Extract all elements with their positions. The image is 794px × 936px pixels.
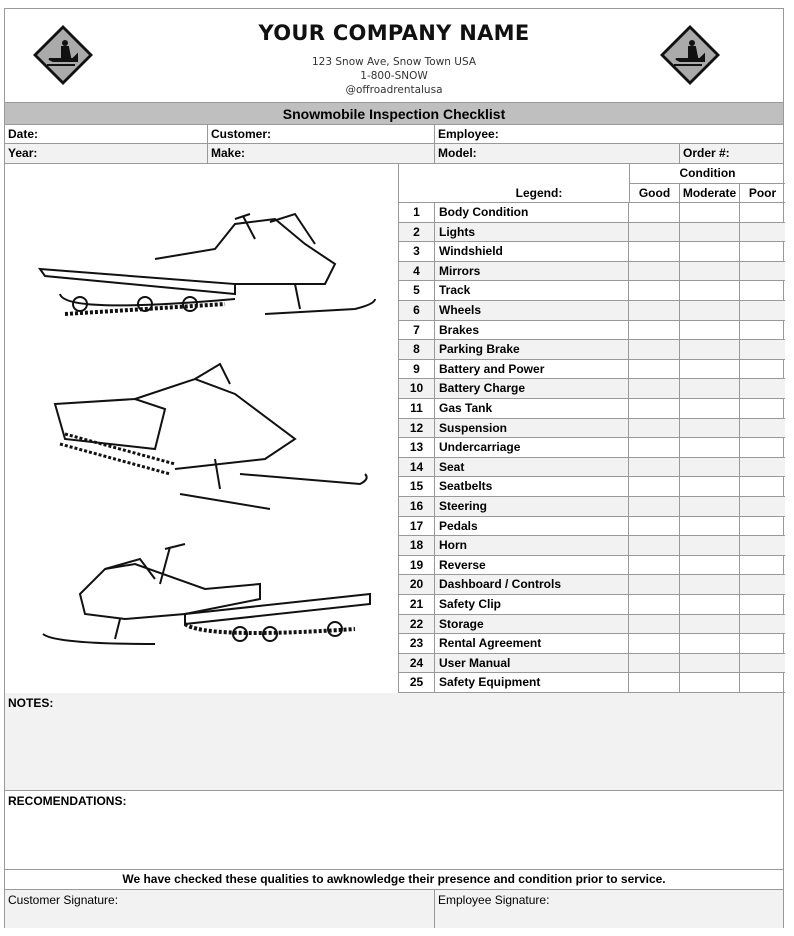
poor-checkbox[interactable] — [740, 595, 785, 614]
row-number: 24 — [399, 654, 435, 673]
poor-checkbox[interactable] — [740, 223, 785, 242]
notes-field[interactable] — [5, 693, 783, 791]
row-number: 21 — [399, 595, 435, 614]
row-number: 8 — [399, 340, 435, 359]
poor-checkbox[interactable] — [740, 673, 785, 692]
poor-checkbox[interactable] — [740, 654, 785, 673]
checklist-row — [399, 301, 785, 321]
row-number: 16 — [399, 497, 435, 516]
good-checkbox[interactable] — [629, 321, 680, 340]
good-checkbox[interactable] — [629, 360, 680, 379]
checklist-row — [399, 556, 785, 576]
checklist-row — [399, 242, 785, 262]
poor-checkbox[interactable] — [740, 262, 785, 281]
row-number: 6 — [399, 301, 435, 320]
good-checkbox[interactable] — [629, 419, 680, 438]
poor-checkbox[interactable] — [740, 536, 785, 555]
poor-checkbox[interactable] — [740, 477, 785, 496]
moderate-checkbox[interactable] — [680, 477, 740, 496]
good-checkbox[interactable] — [629, 281, 680, 300]
item-label: Safety Equipment — [435, 673, 629, 692]
poor-checkbox[interactable] — [740, 517, 785, 536]
item-label: Mirrors — [435, 262, 629, 281]
good-checkbox[interactable] — [629, 673, 680, 692]
model-field[interactable]: Model: — [435, 144, 680, 164]
item-label: Dashboard / Controls — [435, 575, 629, 594]
poor-checkbox[interactable] — [740, 203, 785, 222]
row-number: 19 — [399, 556, 435, 575]
item-label: Reverse — [435, 556, 629, 575]
good-checkbox[interactable] — [629, 595, 680, 614]
snowmobile-diagram-panel — [5, 164, 399, 693]
checklist-row — [399, 477, 785, 497]
checklist-row — [399, 360, 785, 380]
moderate-checkbox[interactable] — [680, 634, 740, 653]
row-number: 20 — [399, 575, 435, 594]
good-checkbox[interactable] — [629, 438, 680, 457]
good-checkbox[interactable] — [629, 223, 680, 242]
poor-checkbox[interactable] — [740, 379, 785, 398]
good-checkbox[interactable] — [629, 517, 680, 536]
item-label: Seatbelts — [435, 477, 629, 496]
item-label: Lights — [435, 223, 629, 242]
good-checkbox[interactable] — [629, 242, 680, 261]
moderate-checkbox[interactable] — [680, 321, 740, 340]
moderate-checkbox[interactable] — [680, 497, 740, 516]
item-label: Wheels — [435, 301, 629, 320]
moderate-checkbox[interactable] — [680, 615, 740, 634]
poor-checkbox[interactable] — [740, 419, 785, 438]
moderate-checkbox[interactable] — [680, 517, 740, 536]
item-label: Suspension — [435, 419, 629, 438]
good-checkbox[interactable] — [629, 477, 680, 496]
item-label: Gas Tank — [435, 399, 629, 418]
item-label: Parking Brake — [435, 340, 629, 359]
item-label: Undercarriage — [435, 438, 629, 457]
good-checkbox[interactable] — [629, 379, 680, 398]
checklist-row — [399, 497, 785, 517]
company-name: YOUR COMPANY NAME — [258, 21, 530, 45]
item-label: Track — [435, 281, 629, 300]
row-number: 2 — [399, 223, 435, 242]
snowmobile-angled-view-icon — [55, 364, 367, 509]
good-checkbox[interactable] — [629, 340, 680, 359]
checklist-row — [399, 458, 785, 478]
order-field[interactable]: Order #: — [680, 144, 783, 164]
moderate-checkbox[interactable] — [680, 301, 740, 320]
poor-checkbox[interactable] — [740, 301, 785, 320]
poor-checkbox[interactable] — [740, 458, 785, 477]
moderate-checkbox[interactable] — [680, 673, 740, 692]
moderate-checkbox[interactable] — [680, 556, 740, 575]
poor-checkbox[interactable] — [740, 497, 785, 516]
item-label: Storage — [435, 615, 629, 634]
moderate-checkbox[interactable] — [680, 536, 740, 555]
item-label: Battery and Power — [435, 360, 629, 379]
good-checkbox[interactable] — [629, 399, 680, 418]
legend-header: Legend: — [399, 184, 629, 203]
checklist-row — [399, 595, 785, 615]
good-checkbox[interactable] — [629, 203, 680, 222]
row-number: 11 — [399, 399, 435, 418]
row-number: 9 — [399, 360, 435, 379]
poor-checkbox[interactable] — [740, 281, 785, 300]
item-label: Windshield — [435, 242, 629, 261]
poor-checkbox[interactable] — [740, 399, 785, 418]
checklist-row — [399, 203, 785, 223]
moderate-checkbox[interactable] — [680, 419, 740, 438]
employee-signature-field[interactable]: Employee Signature: — [435, 890, 783, 928]
row-number: 14 — [399, 458, 435, 477]
form-title: Snowmobile Inspection Checklist — [5, 102, 783, 125]
item-label: Rental Agreement — [435, 634, 629, 653]
row-number: 15 — [399, 477, 435, 496]
moderate-checkbox[interactable] — [680, 575, 740, 594]
employee-field[interactable]: Employee: — [435, 125, 783, 144]
row-number: 5 — [399, 281, 435, 300]
item-label: Seat — [435, 458, 629, 477]
item-label: Horn — [435, 536, 629, 555]
poor-checkbox[interactable] — [740, 556, 785, 575]
checklist-row — [399, 615, 785, 635]
row-number: 23 — [399, 634, 435, 653]
snowmobile-diagrams — [5, 164, 399, 693]
poor-checkbox[interactable] — [740, 634, 785, 653]
checklist-row — [399, 419, 785, 439]
good-checkbox[interactable] — [629, 458, 680, 477]
good-checkbox[interactable] — [629, 536, 680, 555]
item-label: Battery Charge — [435, 379, 629, 398]
poor-checkbox[interactable] — [740, 340, 785, 359]
poor-header: Poor — [740, 184, 785, 203]
poor-checkbox[interactable] — [740, 438, 785, 457]
checklist-row — [399, 654, 785, 674]
moderate-header: Moderate — [680, 184, 740, 203]
checklist-row — [399, 536, 785, 556]
item-label: Steering — [435, 497, 629, 516]
row-number: 25 — [399, 673, 435, 692]
good-checkbox[interactable] — [629, 262, 680, 281]
moderate-checkbox[interactable] — [680, 223, 740, 242]
moderate-checkbox[interactable] — [680, 399, 740, 418]
row-number: 22 — [399, 615, 435, 634]
checklist-row — [399, 340, 785, 360]
row-number: 10 — [399, 379, 435, 398]
checklist-row — [399, 321, 785, 341]
make-field[interactable]: Make: — [208, 144, 435, 164]
poor-checkbox[interactable] — [740, 321, 785, 340]
row-number: 1 — [399, 203, 435, 222]
row-number: 12 — [399, 419, 435, 438]
moderate-checkbox[interactable] — [680, 203, 740, 222]
condition-header: Condition — [629, 164, 785, 184]
item-label: Pedals — [435, 517, 629, 536]
row-number: 17 — [399, 517, 435, 536]
notes-label: NOTES: — [8, 696, 54, 710]
moderate-checkbox[interactable] — [680, 281, 740, 300]
poor-checkbox[interactable] — [740, 615, 785, 634]
company-phone: 1-800-SNOW — [360, 70, 428, 82]
good-checkbox[interactable] — [629, 654, 680, 673]
acknowledgement-statement: We have checked these qualities to awknowledge their presence and condition prior to service. — [5, 870, 783, 890]
item-label: Brakes — [435, 321, 629, 340]
company-social: @offroadrentalusa — [345, 84, 443, 96]
snowmobile-rear-side-view-icon — [43, 544, 370, 644]
checklist-row — [399, 223, 785, 243]
snowmobile-side-view-icon — [40, 214, 375, 314]
good-checkbox[interactable] — [629, 634, 680, 653]
checklist-row — [399, 281, 785, 301]
moderate-checkbox[interactable] — [680, 458, 740, 477]
row-number: 18 — [399, 536, 435, 555]
company-header — [5, 9, 783, 102]
recommendations-field[interactable] — [5, 791, 783, 870]
checklist-row — [399, 399, 785, 419]
good-checkbox[interactable] — [629, 301, 680, 320]
good-checkbox[interactable] — [629, 556, 680, 575]
good-checkbox[interactable] — [629, 615, 680, 634]
row-number: 3 — [399, 242, 435, 261]
checklist-row — [399, 262, 785, 282]
item-label: User Manual — [435, 654, 629, 673]
moderate-checkbox[interactable] — [680, 262, 740, 281]
checklist-row — [399, 438, 785, 458]
checklist-row — [399, 379, 785, 399]
checklist-row — [399, 575, 785, 595]
checklist-row — [399, 673, 785, 693]
row-number: 13 — [399, 438, 435, 457]
item-label: Body Condition — [435, 203, 629, 222]
moderate-checkbox[interactable] — [680, 654, 740, 673]
row-number: 7 — [399, 321, 435, 340]
good-header: Good — [629, 184, 680, 203]
checklist-row — [399, 634, 785, 654]
poor-checkbox[interactable] — [740, 360, 785, 379]
customer-signature-field[interactable]: Customer Signature: — [5, 890, 435, 928]
poor-checkbox[interactable] — [740, 575, 785, 594]
item-label: Safety Clip — [435, 595, 629, 614]
checklist-row — [399, 517, 785, 537]
moderate-checkbox[interactable] — [680, 438, 740, 457]
inspection-form — [4, 8, 784, 928]
moderate-checkbox[interactable] — [680, 360, 740, 379]
company-address: 123 Snow Ave, Snow Town USA — [312, 56, 476, 68]
moderate-checkbox[interactable] — [680, 379, 740, 398]
year-field[interactable]: Year: — [5, 144, 208, 164]
recommendations-label: RECOMENDATIONS: — [8, 794, 127, 808]
row-number: 4 — [399, 262, 435, 281]
moderate-checkbox[interactable] — [680, 242, 740, 261]
good-checkbox[interactable] — [629, 575, 680, 594]
date-field[interactable]: Date: — [5, 125, 208, 144]
customer-field[interactable]: Customer: — [208, 125, 435, 144]
moderate-checkbox[interactable] — [680, 595, 740, 614]
moderate-checkbox[interactable] — [680, 340, 740, 359]
good-checkbox[interactable] — [629, 497, 680, 516]
poor-checkbox[interactable] — [740, 242, 785, 261]
